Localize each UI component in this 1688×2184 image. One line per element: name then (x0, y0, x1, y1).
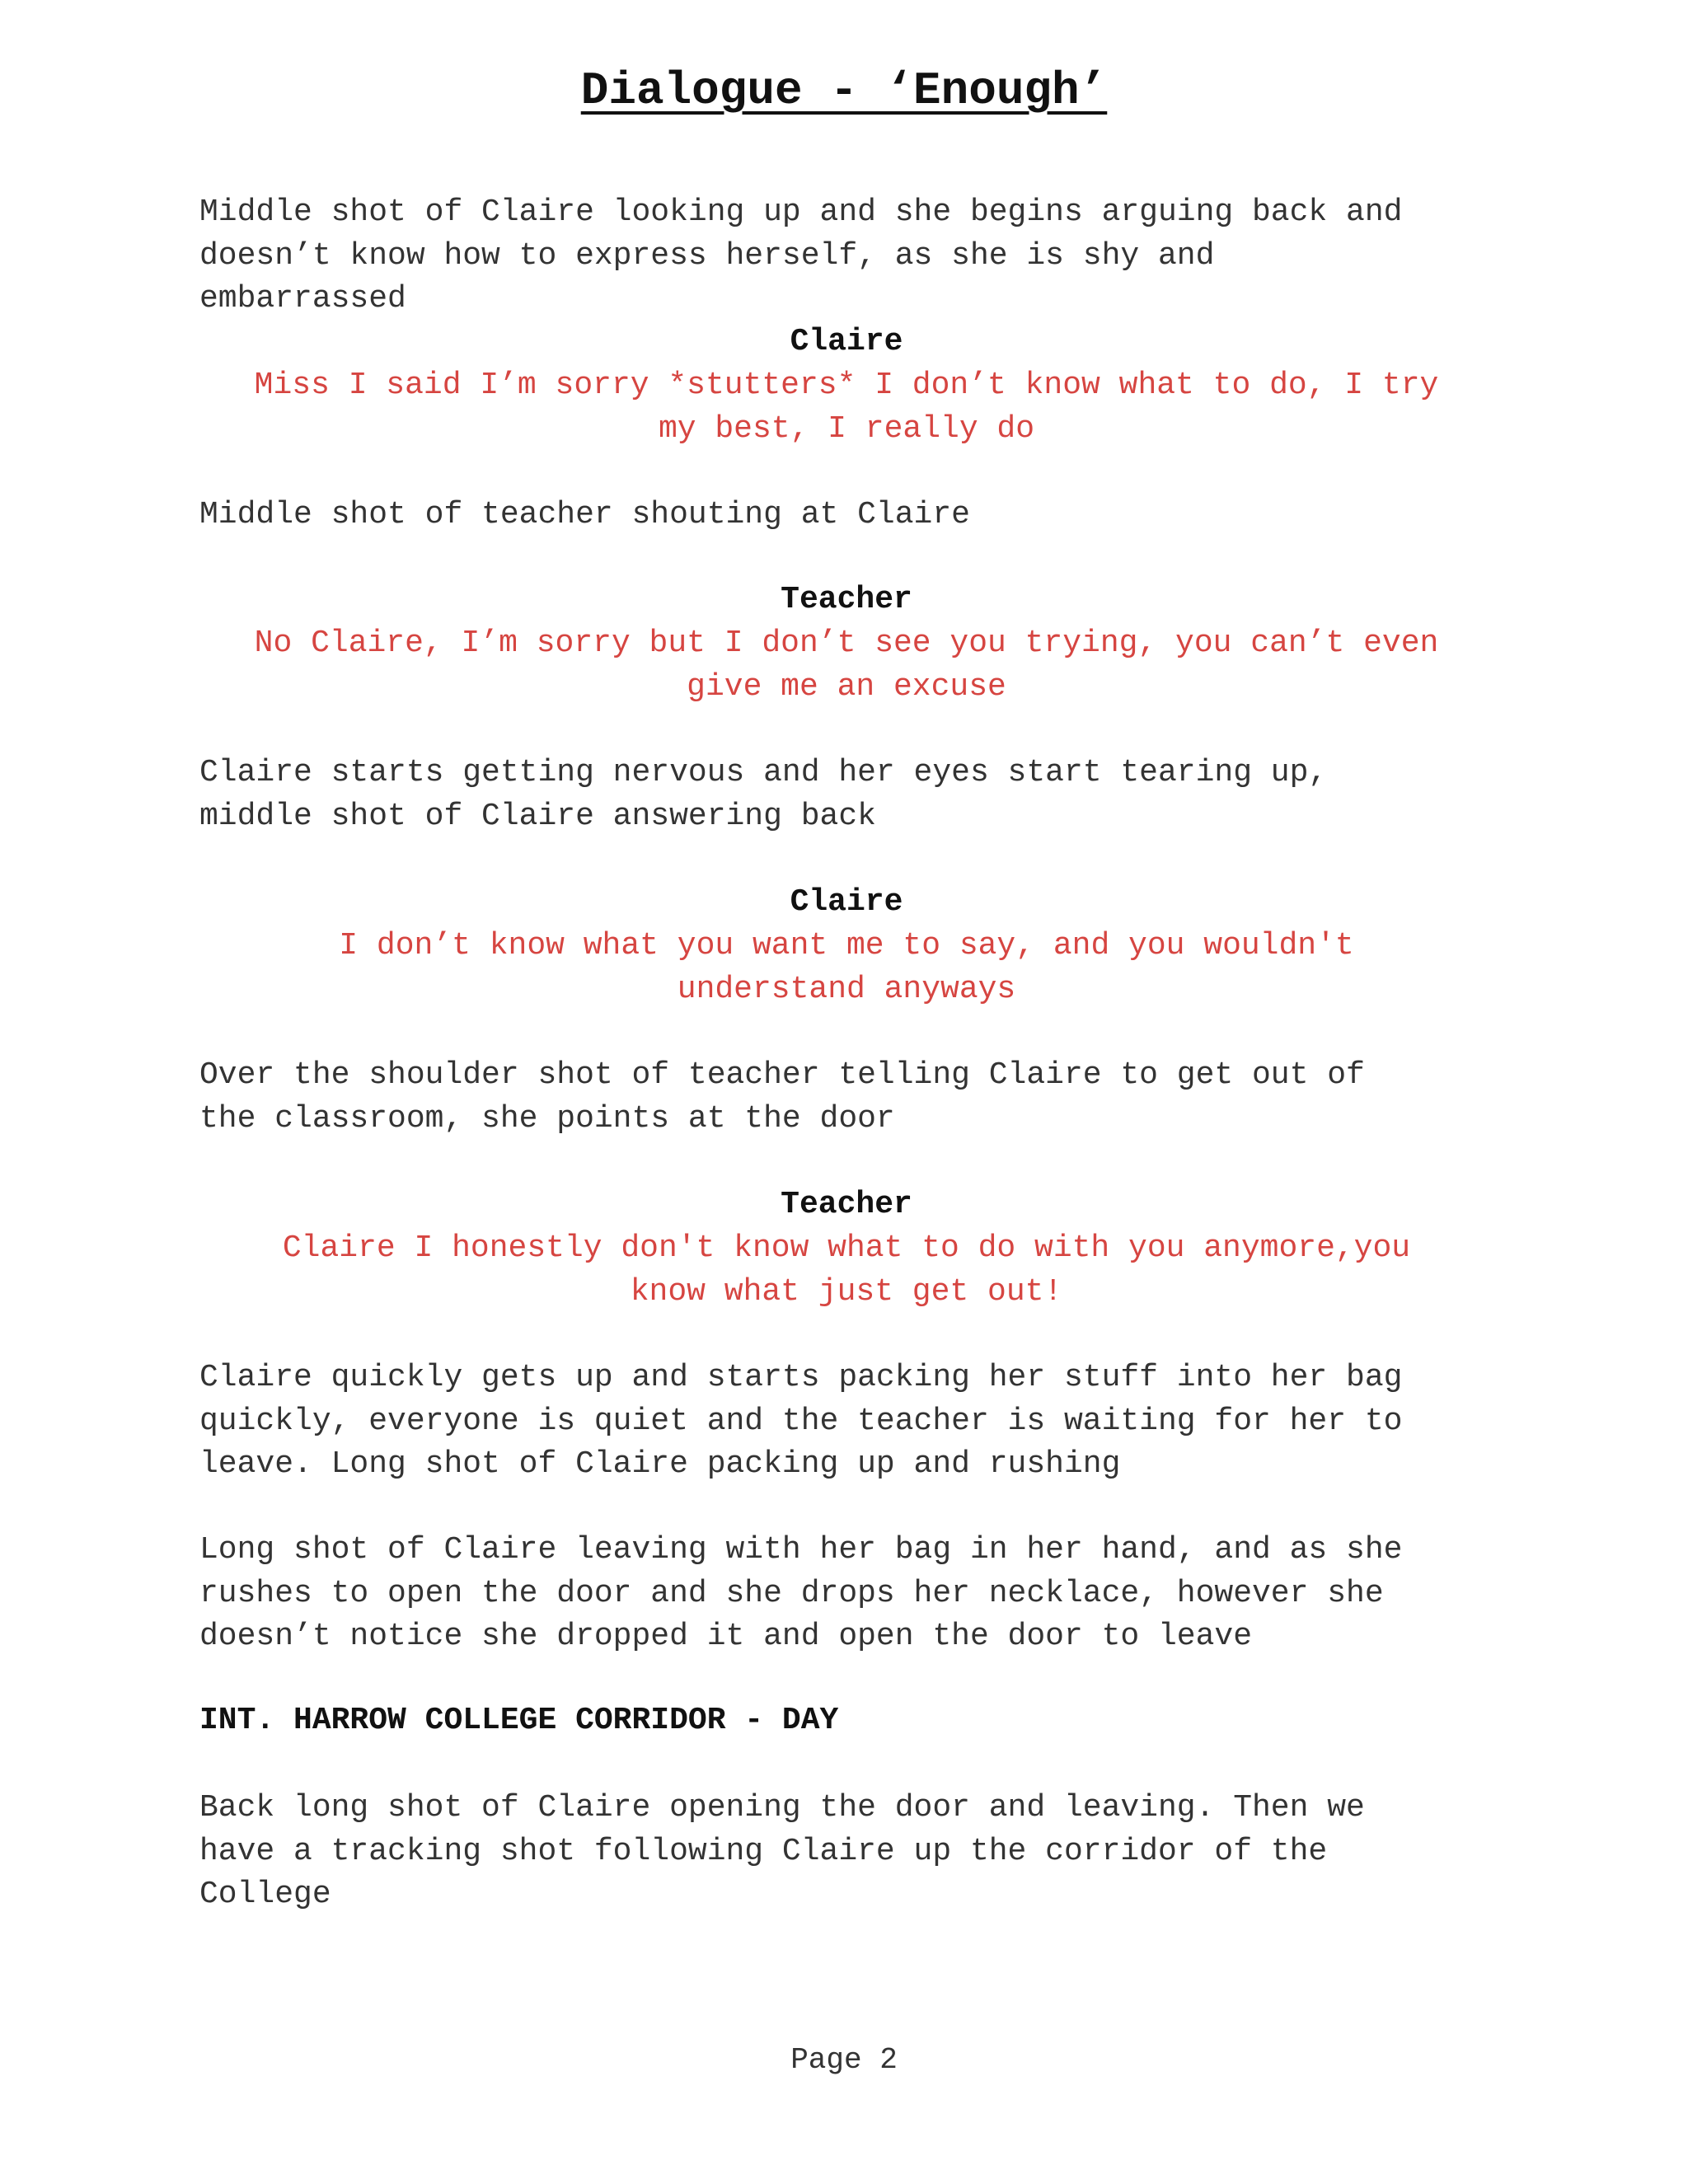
action-block: Claire starts getting nervous and her eyes start tearing up, middle shot of Claire answering back (199, 755, 1328, 834)
dialogue-line: Claire I honestly don't know what to do with you anymore,you know what just get out! (282, 1230, 1411, 1310)
dialogue-line: Miss I said I’m sorry *stutters* I don’t know what to do, I try my best, I really do (254, 368, 1439, 447)
action-block: Long shot of Claire leaving with her bag in her hand, and as she rushes to open the door and she drops her necklace, however she doesn’t notice she dropped it and open the door to leave (199, 1532, 1403, 1654)
character-name: Claire (790, 324, 903, 359)
character-name: Claire (790, 884, 903, 920)
action-block: Middle shot of Claire looking up and she begins arguing back and doesn’t know how to express herself, as she is shy and embarrassed (199, 194, 1403, 316)
page-number: Page 2 (790, 2043, 898, 2077)
action-block: Middle shot of teacher shouting at Claire (199, 497, 970, 532)
action-block: Back long shot of Claire opening the door and leaving. Then we have a tracking shot following Claire up the corridor of the College (199, 1790, 1365, 1912)
action-block: Claire quickly gets up and starts packing her stuff into her bag quickly, everyone is quiet and the teacher is waiting for her to leave. Long shot of Claire packing up and rushing (199, 1360, 1403, 1482)
character-name: Teacher (781, 582, 912, 617)
document-title: Dialogue - ‘Enough’ (580, 64, 1108, 117)
character-name: Teacher (781, 1187, 912, 1222)
dialogue-line: No Claire, I’m sorry but I don’t see you trying, you can’t even give me an excuse (254, 626, 1439, 705)
action-block: Over the shoulder shot of teacher telling Claire to get out of the classroom, she points at the door (199, 1057, 1365, 1137)
dialogue-line: I don’t know what you want me to say, and you wouldn't understand anyways (339, 928, 1354, 1007)
scene-heading: INT. HARROW COLLEGE CORRIDOR - DAY (199, 1703, 839, 1738)
